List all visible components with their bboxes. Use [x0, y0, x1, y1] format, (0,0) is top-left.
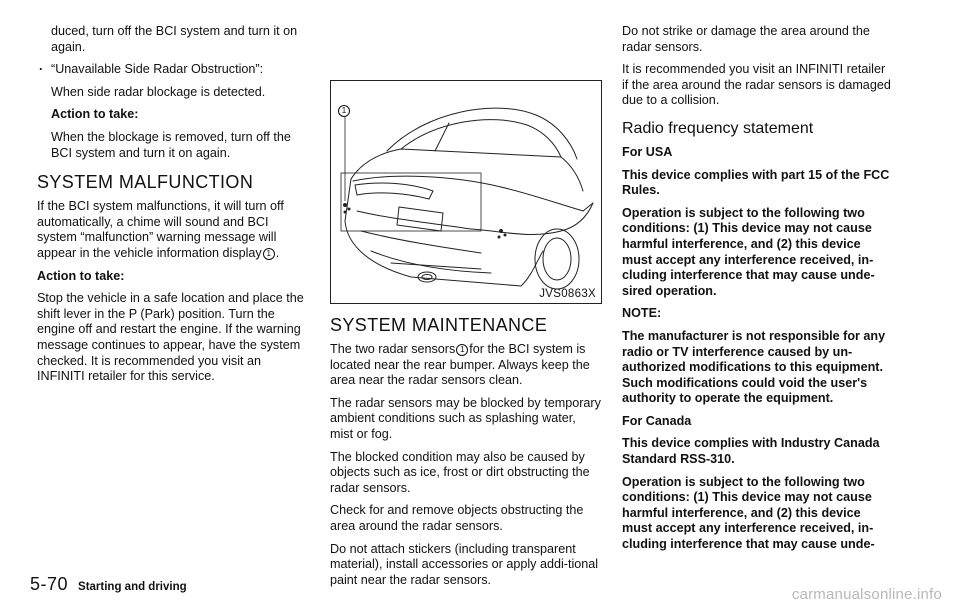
action-label: Action to take:: [51, 107, 139, 122]
watermark: carmanualsonline.info: [791, 586, 942, 603]
paragraph-visit-retailer: It is recommended you visit an INFINITI retailer if the area around the radar sensors is damaged due to a collision.: [622, 62, 891, 108]
heading-system-maintenance: SYSTEM MAINTENANCE: [330, 315, 548, 335]
heading-system-malfunction: SYSTEM MALFUNCTION: [37, 172, 254, 193]
car-rear-illustration: [331, 81, 601, 303]
column-middle: [330, 24, 602, 595]
figure-callout-number: 1: [338, 105, 350, 117]
circled-number-icon: 1: [456, 344, 468, 356]
note-label: NOTE:: [622, 306, 662, 321]
paragraph-fcc-compliance: This device complies with part 15 of the FCC Rules.: [622, 167, 890, 198]
paragraph-temporary-conditions: The radar sensors may be blocked by temporary ambient conditions such as splashing water, mist or fog.: [330, 395, 601, 441]
heading-radio-frequency: Radio frequency statement: [622, 119, 814, 137]
paragraph-canada-conditions: Operation is subject to the following two conditions: (1) This device may not cause harmful interference, and (2) this device must accept any interference received, in-cluding interference that may cause unde-: [622, 474, 875, 552]
page-number: 5-70: [30, 574, 69, 594]
paragraph-rss-compliance: This device complies with Industry Canada Standard RSS-310.: [622, 436, 880, 467]
paragraph-two-radar-sensors: The two radar sensors 1 for the BCI system is located near the rear bumper. Always keep the area near the radar sensors clean.: [330, 342, 590, 388]
column-left: [37, 24, 309, 392]
rear-radar-sensor-illustration: [330, 80, 602, 304]
column-right: [622, 24, 894, 560]
bullet-unavailable-side-radar: . “Unavailable Side Radar Obstruction”:: [37, 62, 309, 78]
paragraph-blockage-removed: When the blockage is removed, turn off the BCI system and turn it on again.: [51, 129, 291, 160]
paragraph-blockage-detected: When side radar blockage is detected.: [51, 84, 266, 99]
paragraph-check-remove: Check for and remove objects obstructing the area around the radar sensors.: [330, 503, 584, 533]
label-for-canada: For Canada: [622, 413, 692, 428]
paragraph-continuation: duced, turn off the BCI system and turn it on again.: [51, 24, 298, 54]
paragraph-fcc-conditions: Operation is subject to the following two conditions: (1) This device may not cause harmful interference, and (2) this device must accept any interference received, in-cluding interference that may cause unde-sired operation.: [622, 205, 875, 298]
paragraph-manufacturer-note: The manufacturer is not responsible for any radio or TV interference caused by un-authorized modifications to this equipment. Such modifications could void the user's authority to operate the equipment.: [622, 328, 886, 406]
circled-number-icon: 1: [263, 248, 275, 260]
action-label: Action to take:: [37, 268, 125, 283]
label-for-usa: For USA: [622, 144, 673, 159]
page-footer: [30, 574, 187, 595]
figure-code: JVS0863X: [539, 288, 596, 300]
paragraph-stop-vehicle: Stop the vehicle in a safe location and place the shift lever in the P (Park) position. Turn the engine off and restart the engine. If the warning message continues to appear, have the system checked. It is recommended you visit an INFINITI retailer for this service.: [37, 291, 304, 384]
paragraph-do-not-strike: Do not strike or damage the area around the radar sensors.: [622, 24, 870, 54]
section-title: Starting and driving: [78, 581, 187, 593]
paragraph-malfunction: If the BCI system malfunctions, it will turn off automatically, a chime will sound and BCI system “malfunction” warning message will appear in the vehicle information display 1 .: [37, 199, 284, 260]
paragraph-blocked-condition: The blocked condition may also be caused by objects such as ice, frost or dirt obstructing the radar sensors.: [330, 449, 590, 495]
paragraph-do-not-attach: Do not attach stickers (including transparent material), install accessories or apply addi-tional paint near the radar sensors.: [330, 541, 599, 587]
